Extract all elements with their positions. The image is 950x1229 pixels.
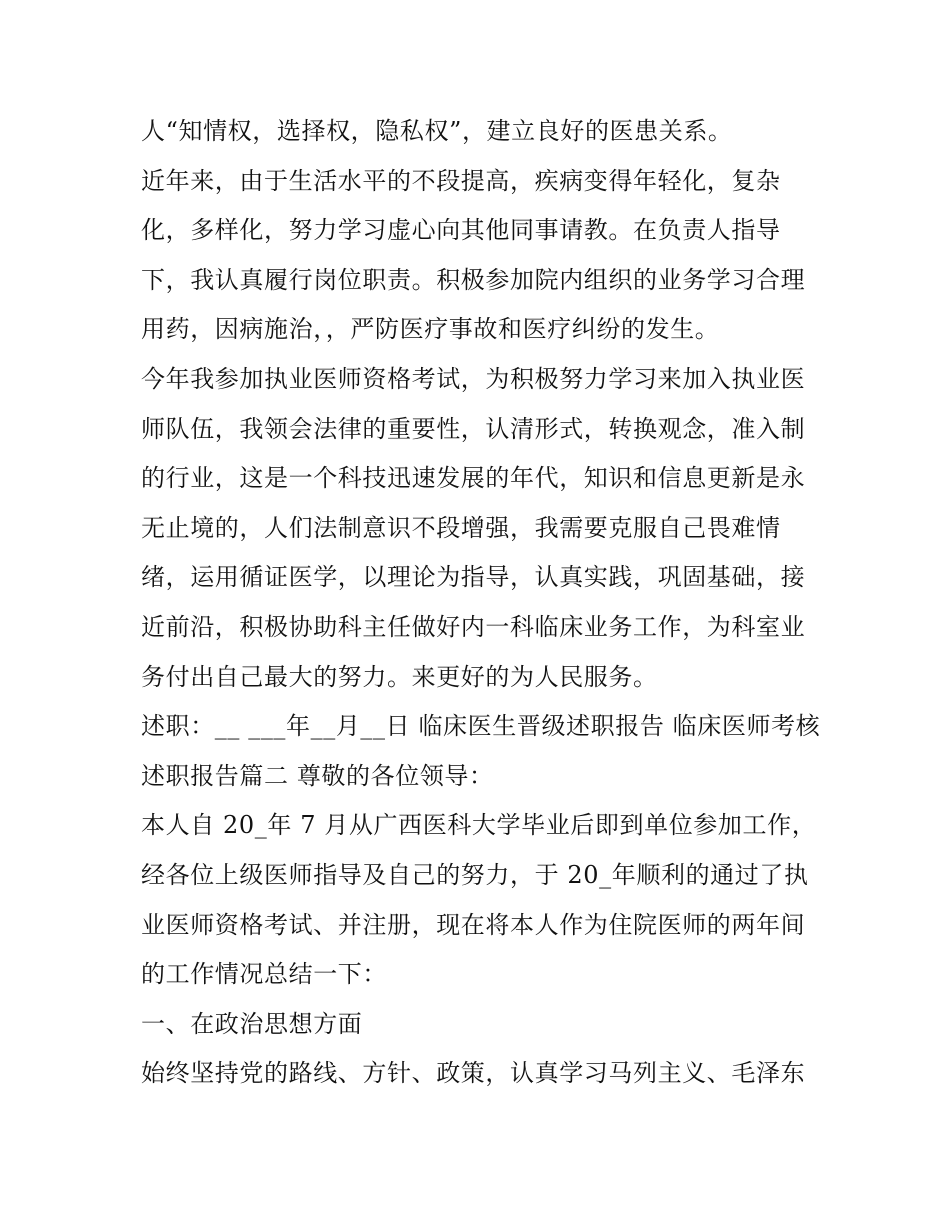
document-body: [141, 107, 821, 1099]
text-line: 绪，运用循证医学，以理论为指导，认真实践，巩固基础，接: [141, 563, 806, 592]
text-line: 近年来，由于生活水平的不段提高，疾病变得年轻化，复杂: [141, 166, 781, 195]
text-line: 近前沿，积极协助科主任做好内一科临床业务工作，为科室业: [141, 612, 806, 641]
text-line: 业医师资格考试、并注册，现在将本人作为住院医师的两年间: [141, 910, 806, 939]
text-line: 师队伍，我领会法律的重要性，认清形式，转换观念，准入制: [141, 414, 806, 443]
text-line: 述职报告篇二 尊敬的各位领导：: [141, 761, 494, 790]
text-line: 化，多样化，努力学习虚心向其他同事请教。在负责人指导: [141, 216, 781, 245]
text-line: 的行业，这是一个科技迅速发展的年代，知识和信息更新是永: [141, 464, 806, 493]
text-line: 人“知情权，选择权，隐私权”，建立良好的医患关系。: [141, 117, 733, 145]
text-line: 的工作情况总结一下：: [141, 960, 387, 989]
text-line: 今年我参加执业医师资格考试，为积极努力学习来加入执业医: [141, 364, 806, 393]
text-line: 经各位上级医师指导及自己的努力，于 20_年顺利的通过了执: [141, 860, 809, 889]
text-line: 务付出自己最大的努力。来更好的为人民服务。: [141, 662, 658, 691]
text-line: 始终坚持党的路线、方针、政策，认真学习马列主义、毛泽东: [141, 1059, 806, 1088]
text-line: 述职：__ ___年__月__日 临床医生晋级述职报告 临床医师考核: [141, 712, 821, 741]
text-line: 无止境的，人们法制意识不段增强，我需要克服自己畏难情: [141, 513, 781, 542]
section-heading: 一、在政治思想方面: [141, 1009, 363, 1038]
text-line: 下，我认真履行岗位职责。积极参加院内组织的业务学习合理: [141, 265, 806, 294]
text-line: 用药，因病施治，，严防医疗事故和医疗纠纷的发生。: [141, 315, 720, 344]
text-line: 本人自 20_年 7 月从广西医科大学毕业后即到单位参加工作，: [141, 811, 817, 840]
